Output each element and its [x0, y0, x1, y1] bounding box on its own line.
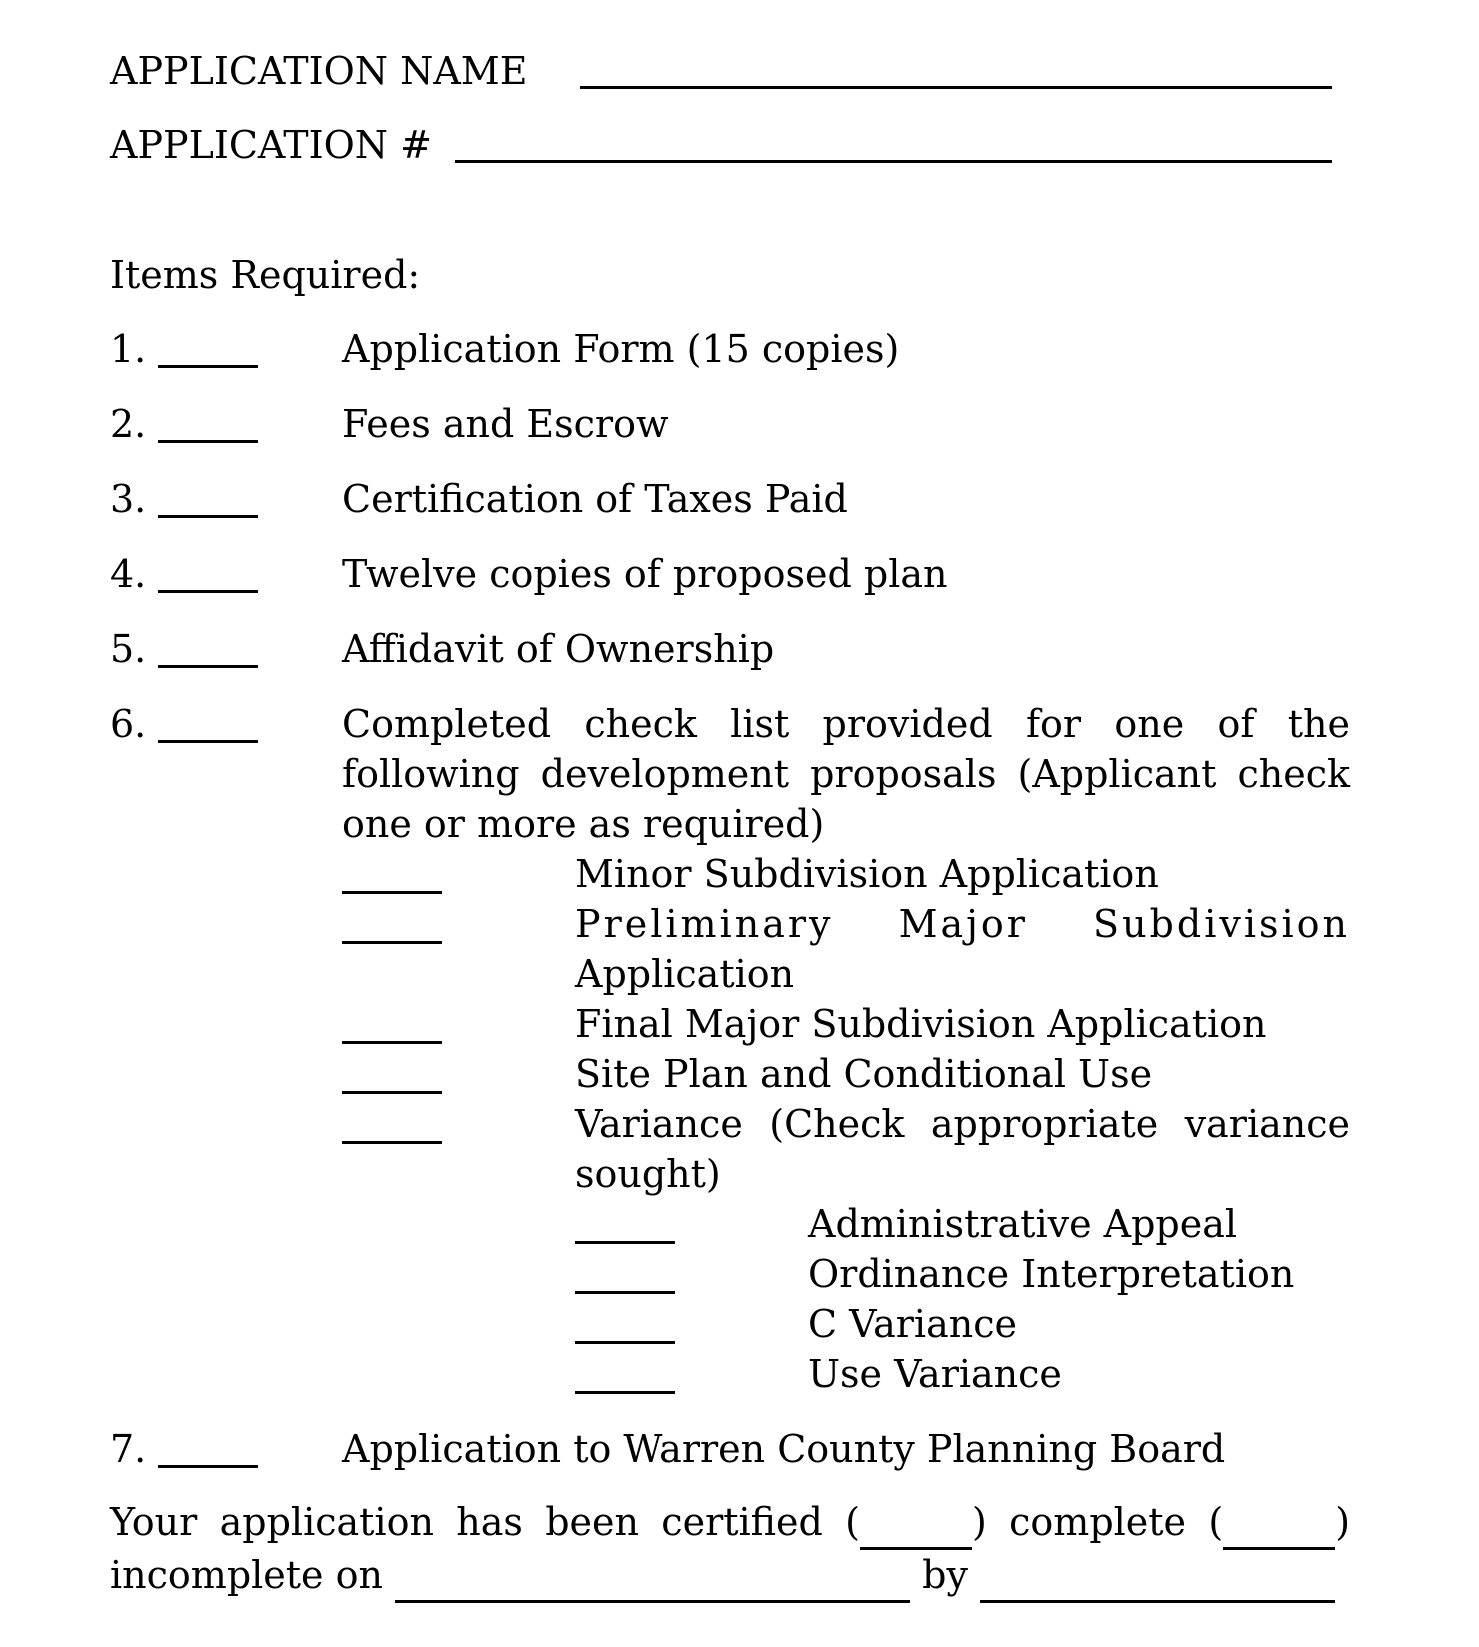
variance-option-blank[interactable] — [575, 1241, 675, 1244]
sub-option-blank[interactable] — [342, 1091, 442, 1094]
sub-option-blank[interactable] — [342, 1041, 442, 1044]
item-number: 2. — [110, 402, 147, 446]
item-check-blank[interactable] — [158, 1465, 258, 1468]
item-check-blank[interactable] — [158, 740, 258, 743]
application-name-label: APPLICATION NAME — [110, 49, 528, 93]
by-text: by — [922, 1553, 968, 1597]
item-number: 1. — [110, 327, 147, 371]
certification-line-2 — [110, 1550, 1350, 1603]
sub-option-label: sought) — [575, 1152, 721, 1196]
incomplete-on-text: incomplete on — [110, 1553, 383, 1597]
item-check-blank[interactable] — [158, 665, 258, 668]
certified-by-field[interactable] — [980, 1550, 1335, 1603]
sub-option-label: Preliminary Major Subdivision — [575, 902, 1350, 946]
application-number-field[interactable] — [455, 160, 1332, 163]
item-text: Certification of Taxes Paid — [342, 477, 848, 521]
item-text-line: Completed check list provided for one of the — [342, 702, 1350, 746]
item-number: 7. — [110, 1427, 147, 1471]
item-text: Twelve copies of proposed plan — [342, 552, 948, 596]
certified-complete-blank[interactable] — [860, 1497, 972, 1550]
variance-option-label: C Variance — [808, 1302, 1017, 1346]
sub-option-blank[interactable] — [342, 1141, 442, 1144]
items-heading: Items Required: — [110, 253, 421, 297]
item-number: 6. — [110, 702, 147, 746]
certification-line-1: Your application has been certified ( ) complete ( ) — [110, 1497, 1350, 1550]
item-check-blank[interactable] — [158, 440, 258, 443]
item-number: 3. — [110, 477, 147, 521]
sub-option-blank[interactable] — [342, 941, 442, 944]
item-text: Application to Warren County Planning Board — [342, 1427, 1226, 1471]
variance-option-blank[interactable] — [575, 1341, 675, 1344]
item-text-line: following development proposals (Applicant check — [342, 752, 1350, 796]
item-text: Affidavit of Ownership — [342, 627, 775, 671]
variance-option-label: Ordinance Interpretation — [808, 1252, 1295, 1296]
variance-option-label: Use Variance — [808, 1352, 1062, 1396]
variance-option-label: Administrative Appeal — [808, 1202, 1238, 1246]
variance-option-blank[interactable] — [575, 1291, 675, 1294]
item-check-blank[interactable] — [158, 590, 258, 593]
item-number: 4. — [110, 552, 147, 596]
variance-option-blank[interactable] — [575, 1391, 675, 1394]
sub-option-blank[interactable] — [342, 891, 442, 894]
complete-text: complete — [1009, 1500, 1187, 1544]
certified-text: Your application has been certified — [110, 1500, 823, 1544]
item-check-blank[interactable] — [158, 515, 258, 518]
application-name-field[interactable] — [580, 86, 1332, 89]
sub-option-label: Final Major Subdivision Application — [575, 1002, 1267, 1046]
sub-option-label: Application — [575, 952, 795, 996]
item-number: 5. — [110, 627, 147, 671]
certification-paragraph — [110, 1497, 1350, 1603]
item-text: Fees and Escrow — [342, 402, 669, 446]
item-check-blank[interactable] — [158, 365, 258, 368]
sub-option-label: Site Plan and Conditional Use — [575, 1052, 1153, 1096]
certification-date-field[interactable] — [395, 1550, 910, 1603]
sub-option-label: Variance (Check appropriate variance — [575, 1102, 1350, 1146]
certified-incomplete-blank[interactable] — [1223, 1497, 1335, 1550]
item-text-line: one or more as required) — [342, 802, 825, 846]
item-text: Application Form (15 copies) — [342, 327, 900, 371]
sub-option-label: Minor Subdivision Application — [575, 852, 1159, 896]
application-number-label: APPLICATION # — [110, 123, 432, 167]
